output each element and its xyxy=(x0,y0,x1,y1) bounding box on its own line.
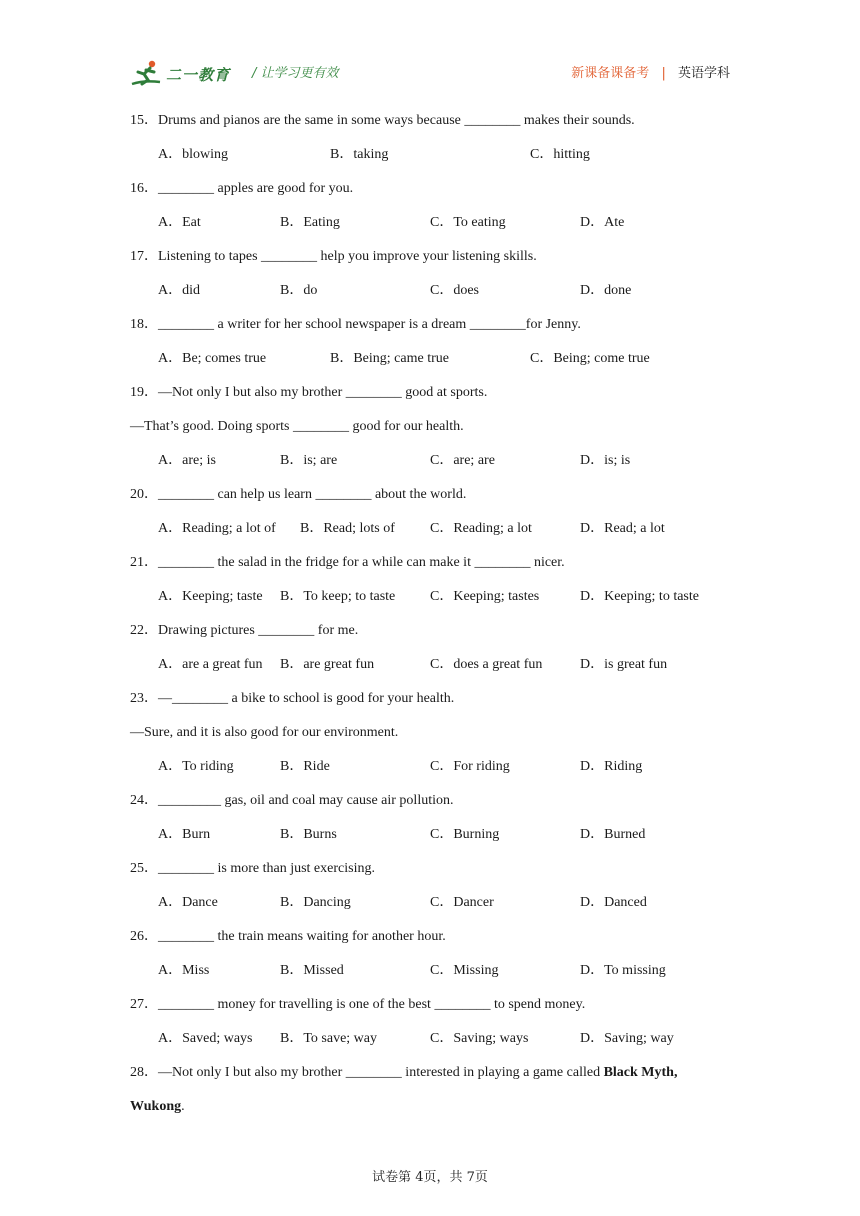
question-stem: 17．Listening to tapes ________ help you improve your listening skills. xyxy=(130,249,537,264)
question-stem: 20．________ can help us learn ________ about the world. xyxy=(130,487,467,502)
option-b: B．is; are xyxy=(280,453,338,468)
option-d: D．Ate xyxy=(580,215,625,230)
question-stem: 26．________ the train means waiting for another hour. xyxy=(130,929,446,944)
option-b: B．Read; lots of xyxy=(300,521,395,536)
option-a: A．are a great fun xyxy=(158,657,263,672)
option-a: A．Reading; a lot of xyxy=(158,521,276,536)
logo-text: 二一教育 xyxy=(166,66,231,84)
option-b: B．taking xyxy=(330,147,389,162)
option-d: D．Riding xyxy=(580,759,643,774)
option-a: A．did xyxy=(158,283,200,298)
option-b: B．Ride xyxy=(280,759,330,774)
option-a: A．Keeping; taste xyxy=(158,589,263,604)
logo xyxy=(130,58,240,88)
page-footer: 试卷第 4页，共 7页 xyxy=(372,1170,488,1185)
slogan: / 让学习更有效 xyxy=(252,66,339,81)
option-a: A．Burn xyxy=(158,827,211,842)
question-stem-tail: . xyxy=(181,1099,185,1114)
question-stem: 27．________ money for travelling is one of the best ________ to spend money. xyxy=(130,997,586,1012)
question-stem: 22．Drawing pictures ________ for me. xyxy=(130,623,359,638)
option-c: C．does xyxy=(430,283,479,298)
option-a: A．Miss xyxy=(158,963,210,978)
option-d: D．is; is xyxy=(580,453,631,468)
option-d: D．Saving; way xyxy=(580,1031,674,1046)
question-stem: 19．—Not only I but also my brother ________ good at sports. xyxy=(130,385,488,400)
option-d: D．Read; a lot xyxy=(580,521,665,536)
option-d: D．Burned xyxy=(580,827,646,842)
option-c: C．For riding xyxy=(430,759,510,774)
option-d: D．Danced xyxy=(580,895,647,910)
question-stem: 25．________ is more than just exercising. xyxy=(130,861,375,876)
question-stem-line2 xyxy=(130,1097,185,1117)
option-b: B．do xyxy=(280,283,318,298)
option-c: C．Being; come true xyxy=(530,351,650,366)
option-c: C．does a great fun xyxy=(430,657,543,672)
option-c: C．hitting xyxy=(530,147,590,162)
game-title-bold: Black Myth, xyxy=(603,1065,678,1080)
question-stem: 21．________ the salad in the fridge for a while can make it ________ nicer. xyxy=(130,555,565,570)
header-separator: | xyxy=(661,66,666,81)
option-c: C．Dancer xyxy=(430,895,494,910)
option-b: B．Missed xyxy=(280,963,344,978)
option-d: D．is great fun xyxy=(580,657,668,672)
header-label: 新课备课备考 xyxy=(571,66,650,81)
question-stem: 23．—________ a bike to school is good for your health. xyxy=(130,691,455,706)
question-stem xyxy=(130,1063,677,1083)
option-b: B．To save; way xyxy=(280,1031,378,1046)
option-c: C．Reading; a lot xyxy=(430,521,532,536)
question-stem-line2: —Sure, and it is also good for our environment. xyxy=(130,725,399,740)
runner-logo-icon xyxy=(130,58,166,88)
option-b: B．Dancing xyxy=(280,895,351,910)
question-stem-text: 28．—Not only I but also my brother ________ interested in playing a game called xyxy=(130,1065,604,1080)
option-c: C．Missing xyxy=(430,963,499,978)
option-a: A．blowing xyxy=(158,147,228,162)
option-a: A．Saved; ways xyxy=(158,1031,253,1046)
question-stem: 15．Drums and pianos are the same in some ways because ________ makes their sounds. xyxy=(130,113,635,128)
option-b: B．Burns xyxy=(280,827,337,842)
option-d: D．To missing xyxy=(580,963,666,978)
header-subject: 英语学科 xyxy=(677,66,730,81)
option-c: C．To eating xyxy=(430,215,506,230)
question-stem: 18．________ a writer for her school newspaper is a dream ________for Jenny. xyxy=(130,317,581,332)
question-stem-line2: —That’s good. Doing sports ________ good for our health. xyxy=(130,419,464,434)
question-stem: 24．_________ gas, oil and coal may cause air pollution. xyxy=(130,793,454,808)
option-b: B．To keep; to taste xyxy=(280,589,396,604)
option-c: C．Keeping; tastes xyxy=(430,589,540,604)
option-d: D．done xyxy=(580,283,632,298)
page-header xyxy=(130,52,730,92)
option-a: A．Dance xyxy=(158,895,218,910)
header-right xyxy=(571,62,730,81)
option-a: A．To riding xyxy=(158,759,234,774)
option-a: A．Be; comes true xyxy=(158,351,267,366)
option-d: D．Keeping; to taste xyxy=(580,589,699,604)
option-b: B．are great fun xyxy=(280,657,375,672)
option-b: B．Eating xyxy=(280,215,340,230)
option-a: A．are; is xyxy=(158,453,216,468)
option-b: B．Being; came true xyxy=(330,351,449,366)
game-title-bold-cont: Wukong xyxy=(130,1099,182,1114)
option-a: A．Eat xyxy=(158,215,201,230)
question-stem: 16．________ apples are good for you. xyxy=(130,181,354,196)
option-c: C．are; are xyxy=(430,453,495,468)
option-c: C．Burning xyxy=(430,827,500,842)
option-c: C．Saving; ways xyxy=(430,1031,529,1046)
